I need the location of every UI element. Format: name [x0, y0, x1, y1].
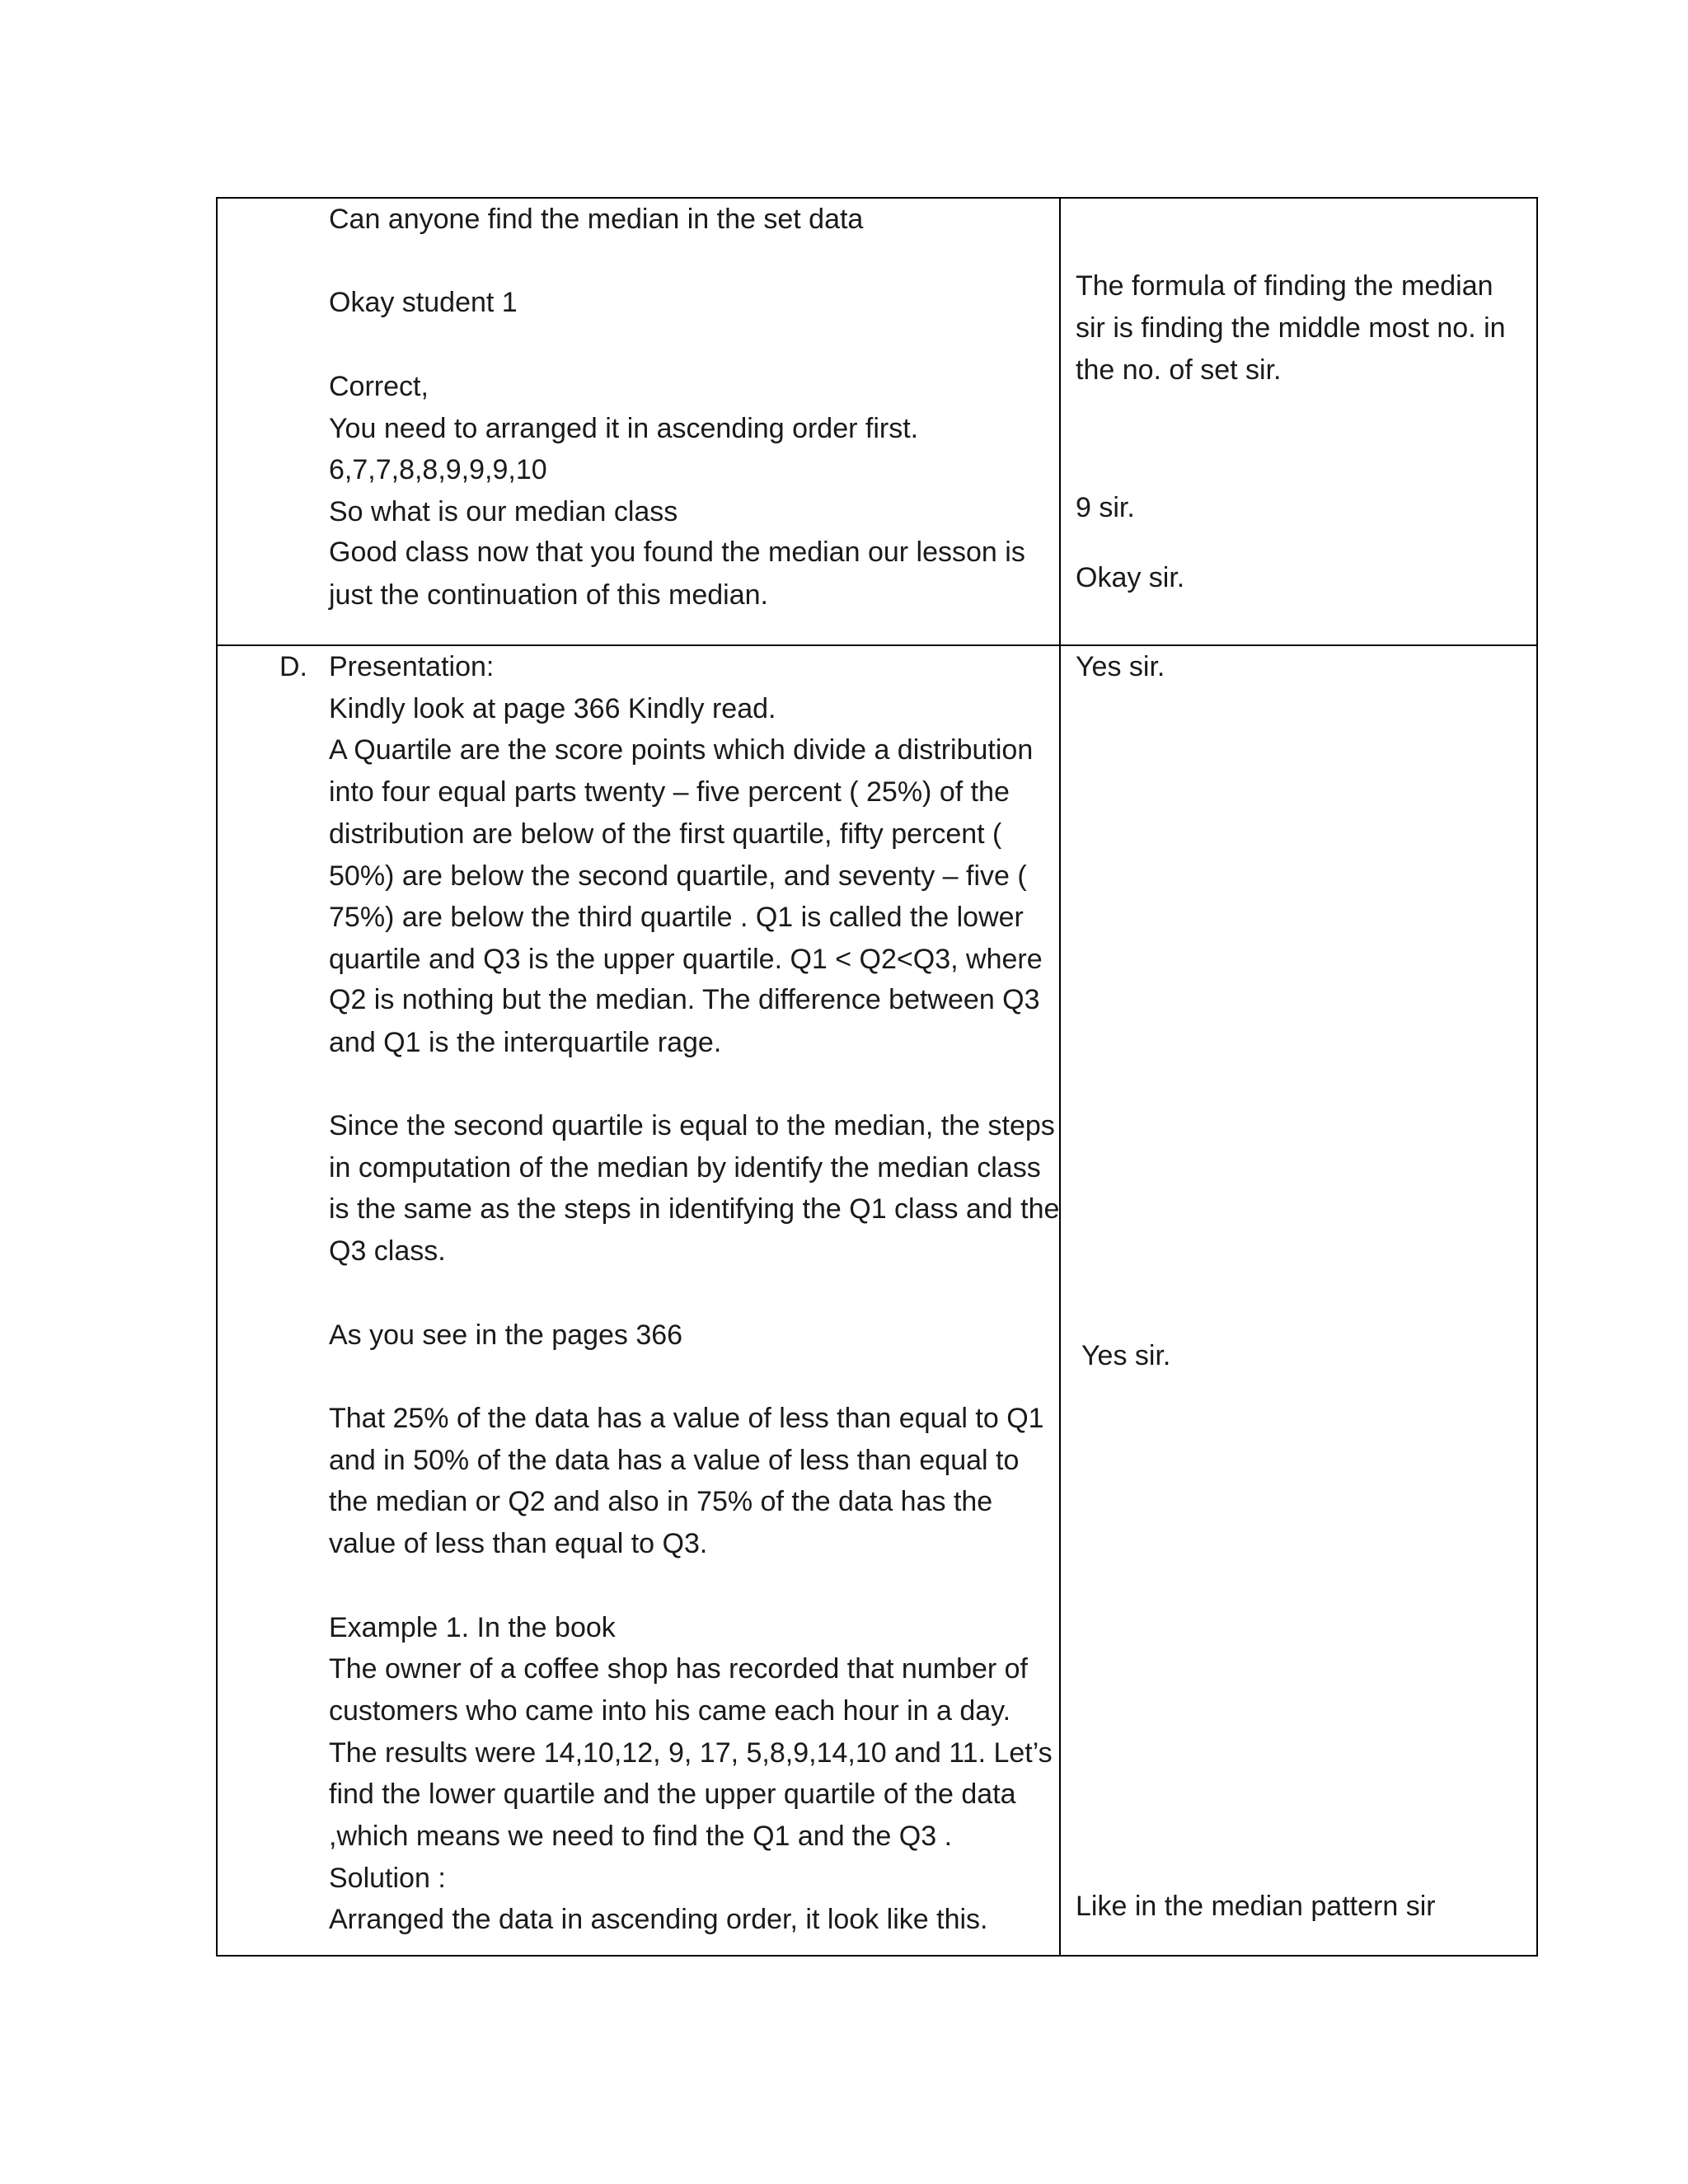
teacher-line: value of less than equal to Q3. [329, 1528, 708, 1559]
student-line: Like in the median pattern sir [1076, 1891, 1436, 1922]
teacher-line: and in 50% of the data has a value of less than equal to [329, 1445, 1020, 1476]
student-line: Yes sir. [1076, 651, 1165, 682]
teacher-line: Presentation: [329, 651, 495, 682]
column-divider [1059, 646, 1061, 1957]
teacher-line: Good class now that you found the median our lesson is [329, 537, 1025, 568]
teacher-line: just the continuation of this median. [329, 579, 768, 611]
teacher-line: Kindly look at page 366 Kindly read. [329, 693, 776, 724]
teacher-line: That 25% of the data has a value of less than equal to Q1 [329, 1403, 1044, 1434]
student-line: The formula of finding the median [1076, 270, 1493, 302]
lesson-plan-table [216, 197, 1538, 1957]
table-row [218, 199, 1536, 646]
teacher-line: in computation of the median by identify the median class [329, 1152, 1041, 1183]
teacher-line: into four equal parts twenty – five percent ( 25%) of the [329, 776, 1010, 808]
teacher-line: ,which means we need to find the Q1 and the Q3 . [329, 1821, 953, 1852]
teacher-line: Since the second quartile is equal to the median, the steps [329, 1110, 1055, 1141]
teacher-line: As you see in the pages 366 [329, 1319, 683, 1351]
teacher-line: The owner of a coffee shop has recorded that number of [329, 1653, 1029, 1685]
student-line: Okay sir. [1076, 562, 1185, 593]
teacher-line: Q2 is nothing but the median. The difference between Q3 [329, 984, 1040, 1015]
teacher-line: The results were 14,10,12, 9, 17, 5,8,9,14,10 and 11. Let’s [329, 1737, 1053, 1769]
teacher-line: quartile and Q3 is the upper quartile. Q1 < Q2<Q3, where [329, 944, 1043, 975]
teacher-line: Can anyone find the median in the set data [329, 204, 864, 235]
student-line: the no. of set sir. [1076, 354, 1282, 386]
teacher-line: So what is our median class [329, 496, 678, 527]
section-marker: D. [279, 651, 307, 682]
teacher-line: and Q1 is the interquartile rage. [329, 1027, 722, 1058]
teacher-line: find the lower quartile and the upper quartile of the data [329, 1779, 1016, 1810]
teacher-line: A Quartile are the score points which divide a distribution [329, 734, 1034, 766]
teacher-line: Okay student 1 [329, 287, 518, 318]
teacher-line: 50%) are below the second quartile, and seventy – five ( [329, 860, 1027, 892]
teacher-line: is the same as the steps in identifying the Q1 class and the [329, 1193, 1060, 1225]
column-divider [1059, 199, 1061, 644]
teacher-line: Arranged the data in ascending order, it look like this. [329, 1904, 988, 1935]
teacher-line: 6,7,7,8,8,9,9,9,10 [329, 454, 547, 485]
teacher-line: the median or Q2 and also in 75% of the data has the [329, 1486, 993, 1517]
teacher-line: Correct, [329, 371, 429, 402]
teacher-line: Solution : [329, 1863, 446, 1894]
table-row [218, 646, 1536, 1957]
student-line: 9 sir. [1076, 492, 1135, 523]
student-line: sir is finding the middle most no. in [1076, 312, 1506, 344]
teacher-line: You need to arranged it in ascending order first. [329, 413, 919, 444]
teacher-line: 75%) are below the third quartile . Q1 is called the lower [329, 902, 1024, 933]
teacher-line: Q3 class. [329, 1235, 446, 1267]
student-line: Yes sir. [1081, 1340, 1171, 1371]
teacher-line: Example 1. In the book [329, 1612, 616, 1643]
teacher-line: distribution are below of the first quartile, fifty percent ( [329, 818, 1002, 850]
teacher-line: customers who came into his came each hour in a day. [329, 1695, 1011, 1727]
